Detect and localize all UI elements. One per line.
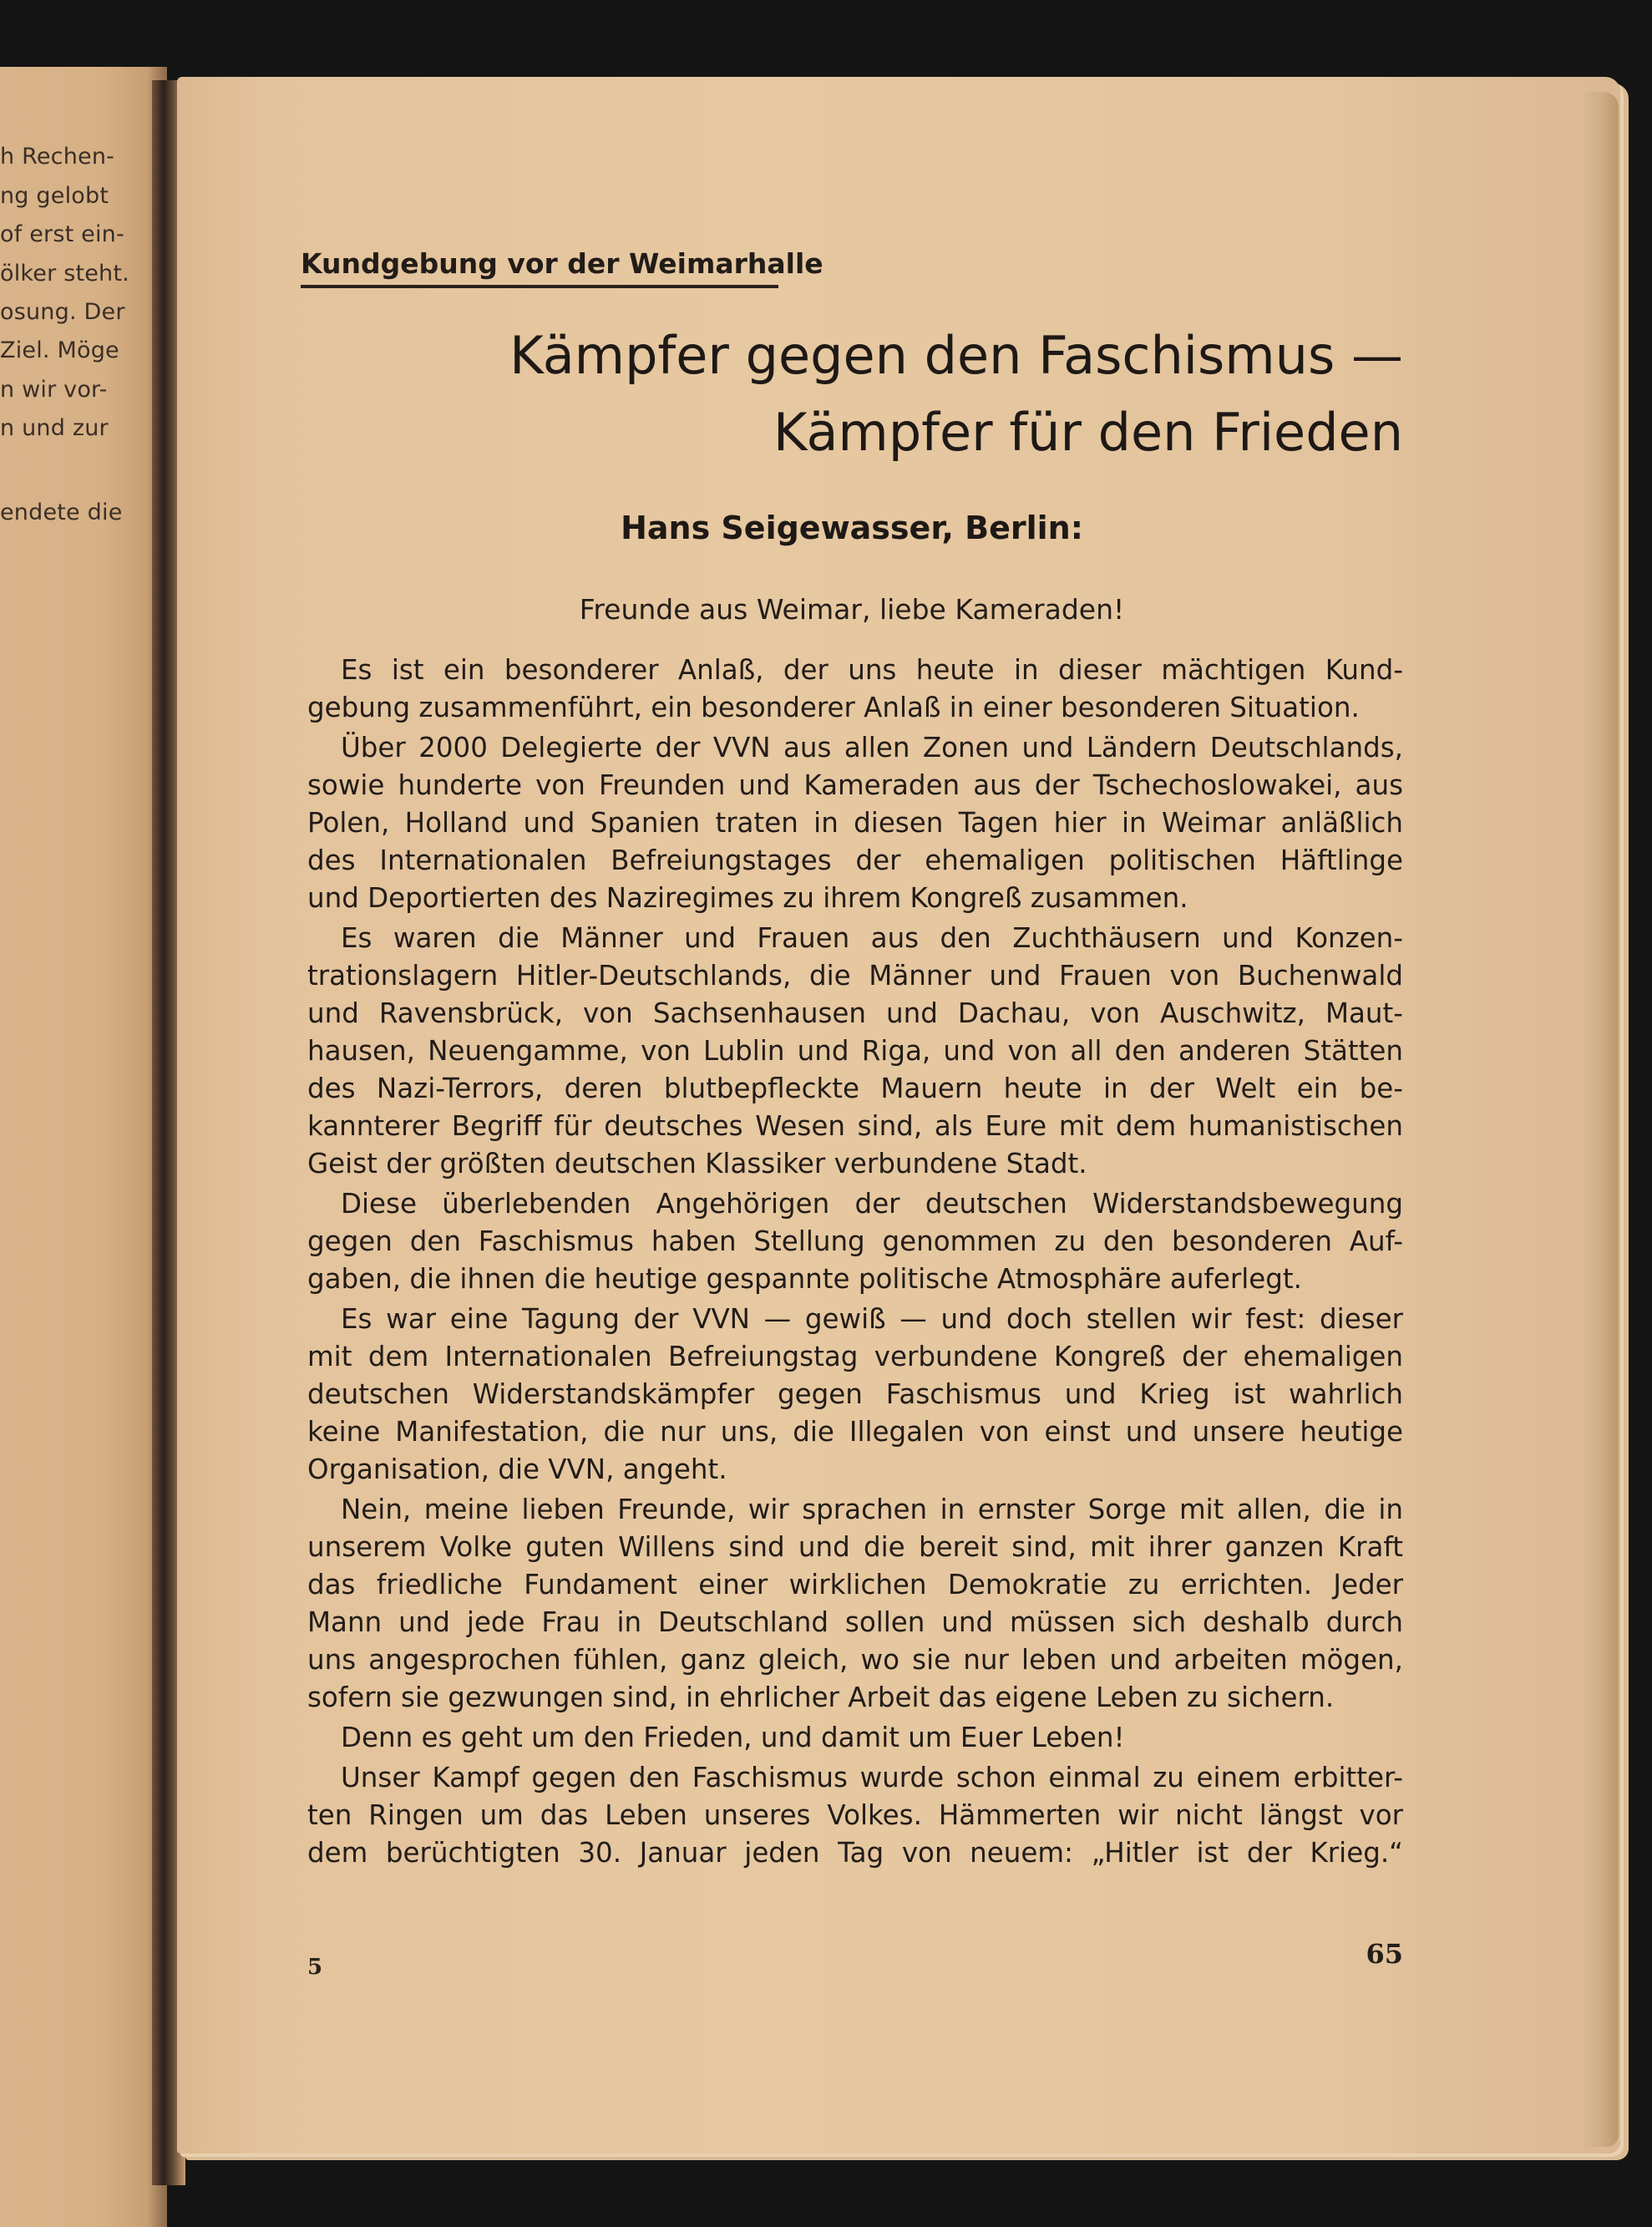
text-line: Geist der größten deutschen Klassiker verbundene Stadt. xyxy=(307,1148,1087,1179)
text-line: und Ravensbrück, von Sachsenhausen und Dachau, von Auschwitz, Maut- xyxy=(307,997,1403,1029)
text-line: Organisation, die VVN, angeht. xyxy=(307,1453,727,1485)
signature-mark: 5 xyxy=(307,1955,323,1980)
text-line: dem berüchtigten 30. Januar jeden Tag von neuem: „Hitler ist der Krieg.“ xyxy=(307,1837,1403,1869)
text-line: trationslagern Hitler-Deutschlands, die Männer und Frauen von Buchenwald xyxy=(307,960,1403,992)
text-line: und Deportierten des Naziregimes zu ihrem Kongreß zusammen. xyxy=(307,882,1188,914)
left-page-line: endete die xyxy=(0,500,123,525)
text-line: gebung zusammenführt, ein besonderer Anlaß in einer besonderen Situation. xyxy=(307,692,1360,723)
text-line: des Internationalen Befreiungstages der ehemaligen politischen Häftlinge xyxy=(307,845,1403,876)
left-page-line: n wir vor- xyxy=(0,377,108,403)
text-line: Denn es geht um den Frieden, und damit um Euer Leben! xyxy=(341,1722,1125,1753)
text-line: ten Ringen um das Leben unseres Volkes. Hämmerten wir nicht längst vor xyxy=(307,1799,1403,1831)
left-page-line: h Rechen- xyxy=(0,144,115,170)
paragraph xyxy=(307,920,1403,1183)
left-page-line: ng gelobt xyxy=(0,183,109,209)
title-line-2: Kämpfer für den Frieden xyxy=(773,402,1403,463)
text-line: keine Manifestation, die nur uns, die Illegalen von einst und unsere heutige xyxy=(307,1416,1403,1448)
left-page-line: Ziel. Möge xyxy=(0,337,119,363)
page-edge xyxy=(1584,92,1619,2147)
text-line: unserem Volke guten Willens sind und die bereit sind, mit ihrer ganzen Kraft xyxy=(307,1531,1403,1563)
text-line: Es ist ein besonderer Anlaß, der uns heute in dieser mächtigen Kund- xyxy=(341,654,1403,686)
text-line: gaben, die ihnen die heutige gespannte politische Atmosphäre auferlegt. xyxy=(307,1263,1302,1295)
text-line: sofern sie gezwungen sind, in ehrlicher Arbeit das eigene Leben zu sichern. xyxy=(307,1682,1335,1713)
text-line: Über 2000 Delegierte der VVN aus allen Zonen und Ländern Deutschlands, xyxy=(341,732,1403,763)
left-page-line: osung. Der xyxy=(0,299,125,325)
paragraph xyxy=(307,1759,1403,1872)
text-line: Polen, Holland und Spanien traten in diesen Tagen hier in Weimar anläßlich xyxy=(307,807,1403,839)
text-line: hausen, Neuengamme, von Lublin und Riga, und von all den anderen Stätten xyxy=(307,1035,1403,1067)
article-body xyxy=(307,652,1403,1874)
section-heading: Kundgebung vor der Weimarhalle xyxy=(301,247,778,288)
text-line: Es war eine Tagung der VVN — gewiß — und doch stellen wir fest: dieser xyxy=(341,1303,1403,1335)
salutation: Freunde aus Weimar, liebe Kameraden! xyxy=(579,593,1125,626)
text-line: Nein, meine lieben Freunde, wir sprachen in ernster Sorge mit allen, die in xyxy=(341,1494,1403,1525)
text-line: deutschen Widerstandskämpfer gegen Faschismus und Krieg ist wahrlich xyxy=(307,1378,1403,1410)
text-line: sowie hunderte von Freunden und Kameraden aus der Tschechoslowakei, aus xyxy=(307,769,1403,801)
left-page-line: of erst ein- xyxy=(0,221,124,247)
text-line: das friedliche Fundament einer wirklichen Demokratie zu errichten. Jeder xyxy=(307,1569,1403,1600)
paragraph xyxy=(307,1491,1403,1717)
text-line: uns angesprochen fühlen, ganz gleich, wo sie nur leben und arbeiten mögen, xyxy=(307,1644,1403,1676)
left-page xyxy=(0,67,167,2227)
article-title xyxy=(301,317,1403,471)
title-line-1: Kämpfer gegen den Faschismus — xyxy=(509,325,1403,386)
paragraph xyxy=(307,1185,1403,1298)
speaker-name: Hans Seigewasser, Berlin: xyxy=(621,510,1083,546)
paragraph xyxy=(307,652,1403,727)
text-line: gegen den Faschismus haben Stellung genommen zu den besonderen Auf- xyxy=(307,1225,1403,1257)
left-page-line: n und zur xyxy=(0,415,109,441)
text-line: Diese überlebenden Angehörigen der deutschen Widerstandsbewegung xyxy=(341,1188,1403,1220)
text-line: Unser Kampf gegen den Faschismus wurde schon einmal zu einem erbitter- xyxy=(341,1762,1403,1793)
text-line: kannterer Begriff für deutsches Wesen sind, als Eure mit dem humanistischen xyxy=(307,1110,1403,1142)
left-page-line: ölker steht. xyxy=(0,261,129,287)
text-line: Es waren die Männer und Frauen aus den Zuchthäusern und Konzen- xyxy=(341,922,1403,954)
text-line: des Nazi-Terrors, deren blutbepfleckte Mauern heute in der Welt ein be- xyxy=(307,1073,1403,1104)
paragraph xyxy=(307,729,1403,917)
text-line: Mann und jede Frau in Deutschland sollen und müssen sich deshalb durch xyxy=(307,1606,1403,1638)
paragraph xyxy=(307,1719,1403,1757)
paragraph xyxy=(307,1301,1403,1489)
text-line: mit dem Internationalen Befreiungstag verbundene Kongreß der ehemaligen xyxy=(307,1341,1403,1372)
page-number: 65 xyxy=(1366,1938,1403,1970)
